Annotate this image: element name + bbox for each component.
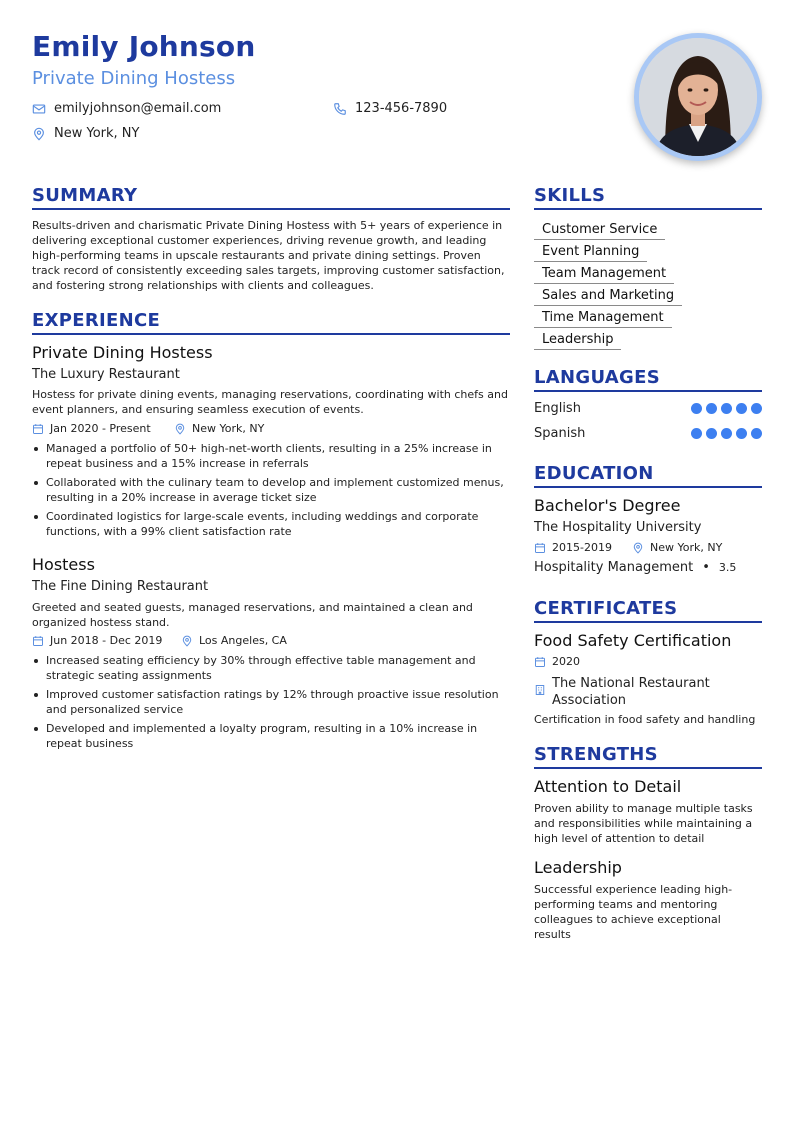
- education-dates-text: 2015-2019: [552, 541, 612, 554]
- education-heading: EDUCATION: [534, 463, 654, 484]
- location-pin-icon: [181, 635, 193, 647]
- job-dates-text: Jun 2018 - Dec 2019: [50, 634, 163, 647]
- skill-tag: Sales and Marketing: [534, 288, 682, 306]
- language-name: English: [534, 401, 581, 416]
- contact-phone[interactable]: [333, 101, 447, 116]
- education-degree: Bachelor's Degree: [534, 496, 681, 515]
- list-item: Increased seating efficiency by 30% through effective table management and strategic seating assignments: [32, 653, 502, 683]
- experience-heading: EXPERIENCE: [32, 310, 161, 331]
- summary-divider: [32, 208, 510, 210]
- proficiency-dot: [706, 403, 717, 414]
- profile-photo: [634, 33, 762, 161]
- proficiency-dot: [691, 403, 702, 414]
- strengths-divider: [534, 767, 762, 769]
- job-description: Hostess for private dining events, managing reservations, coordinating with chefs and event planners, and ensuring seamless execution of events.: [32, 388, 508, 416]
- proficiency-dot: [721, 428, 732, 439]
- building-icon: [534, 684, 546, 696]
- strength-text: Successful experience leading high-performing teams and mentoring colleagues to achieve exceptional results: [534, 883, 733, 941]
- certificate-name: Food Safety Certification: [534, 631, 732, 650]
- list-item: Coordinated logistics for large-scale events, including weddings and corporate functions, with a 99% client satisfaction rate: [32, 509, 512, 539]
- candidate-title: Private Dining Hostess: [32, 68, 236, 89]
- list-item: Improved customer satisfaction ratings by 12% through proactive issue resolution and personalized service: [32, 687, 502, 717]
- education-school: The Hospitality University: [534, 520, 702, 535]
- job-company: The Luxury Restaurant: [32, 367, 180, 382]
- phone-icon: [333, 102, 347, 116]
- strength-text: Proven ability to manage multiple tasks and responsibilities while maintaining a high level of attention to detail: [534, 802, 753, 845]
- education-location: [632, 541, 722, 554]
- proficiency-dot: [706, 428, 717, 439]
- job-title: Hostess: [32, 555, 95, 574]
- certificate-year: [534, 655, 580, 668]
- language-level: [691, 428, 762, 439]
- experience-divider: [32, 333, 510, 335]
- certificate-description: Certification in food safety and handling: [534, 713, 756, 726]
- list-item: Collaborated with the culinary team to develop and implement customized menus, resulting in a 20% increase in average ticket size: [32, 475, 512, 505]
- certificate-issuer: [534, 675, 762, 709]
- skills-list: [534, 218, 762, 350]
- portrait-image: [639, 38, 757, 156]
- skill-tag: Event Planning: [534, 244, 647, 262]
- skill-tag: Customer Service: [534, 222, 665, 240]
- proficiency-dot: [751, 428, 762, 439]
- job-location-text: New York, NY: [192, 422, 265, 435]
- contact-email[interactable]: [32, 101, 221, 116]
- contact-location: [32, 126, 139, 141]
- job-title: Private Dining Hostess: [32, 343, 213, 362]
- skill-tag: Time Management: [534, 310, 672, 328]
- phone-text: 123-456-7890: [355, 101, 448, 116]
- job-description: Greeted and seated guests, managed reservations, and maintained a clean and organized hostess stand.: [32, 601, 473, 629]
- calendar-icon: [32, 635, 44, 647]
- skill-tag: Team Management: [534, 266, 674, 284]
- language-level: [691, 403, 762, 414]
- education-field-row: [534, 560, 736, 575]
- job-achievements: [32, 441, 512, 543]
- certificate-year-text: 2020: [552, 655, 580, 668]
- location-pin-icon: [32, 127, 46, 141]
- education-dates: [534, 541, 612, 554]
- certificate-issuer-text: The National Restaurant Association: [552, 676, 710, 708]
- job-dates-text: Jan 2020 - Present: [50, 422, 151, 435]
- job-achievements: [32, 653, 502, 755]
- list-item: Developed and implemented a loyalty program, resulting in a 10% increase in repeat business: [32, 721, 502, 751]
- calendar-icon: [534, 656, 546, 668]
- job-dates: [32, 634, 162, 647]
- languages-heading: LANGUAGES: [534, 367, 660, 388]
- education-divider: [534, 486, 762, 488]
- skill-tag: Leadership: [534, 332, 621, 350]
- education-field: Hospitality Management: [534, 560, 694, 575]
- email-text: emilyjohnson@email.com: [54, 101, 222, 116]
- proficiency-dot: [751, 403, 762, 414]
- separator-dot: •: [702, 560, 710, 575]
- location-pin-icon: [174, 423, 186, 435]
- education-gpa: 3.5: [718, 561, 737, 574]
- calendar-icon: [534, 542, 546, 554]
- certificates-heading: CERTIFICATES: [534, 598, 678, 619]
- languages-divider: [534, 390, 762, 392]
- summary-text: Results-driven and charismatic Private Dining Hostess with 5+ years of experience in delivering exceptional customer experiences, driving revenue growth, and leading high-performing teams in upscale restaurants and private dining settings. Proven track record of consistently exceeding sales targets, improving customer satisfaction, and fostering strong relationships with clients and colleagues.: [32, 219, 505, 292]
- education-location-text: New York, NY: [650, 541, 723, 554]
- proficiency-dot: [736, 403, 747, 414]
- skills-heading: SKILLS: [534, 185, 606, 206]
- location-pin-icon: [632, 542, 644, 554]
- proficiency-dot: [721, 403, 732, 414]
- strength-title: Leadership: [534, 858, 622, 877]
- language-row: [534, 401, 762, 416]
- job-dates: [32, 422, 151, 435]
- certificates-divider: [534, 621, 762, 623]
- strengths-heading: STRENGTHS: [534, 744, 658, 765]
- calendar-icon: [32, 423, 44, 435]
- email-icon: [32, 102, 46, 116]
- proficiency-dot: [736, 428, 747, 439]
- list-item: Managed a portfolio of 50+ high-net-worth clients, resulting in a 25% increase in repeat business and a 15% increase in referrals: [32, 441, 512, 471]
- job-location: [181, 634, 287, 647]
- avatar: [639, 38, 757, 156]
- location-text: New York, NY: [54, 126, 140, 141]
- language-row: [534, 426, 762, 441]
- job-location: [174, 422, 264, 435]
- language-name: Spanish: [534, 426, 586, 441]
- summary-heading: SUMMARY: [32, 185, 138, 206]
- job-company: The Fine Dining Restaurant: [32, 579, 209, 594]
- candidate-name: Emily Johnson: [32, 30, 256, 63]
- skills-divider: [534, 208, 762, 210]
- strength-title: Attention to Detail: [534, 777, 682, 796]
- proficiency-dot: [691, 428, 702, 439]
- job-location-text: Los Angeles, CA: [199, 634, 287, 647]
